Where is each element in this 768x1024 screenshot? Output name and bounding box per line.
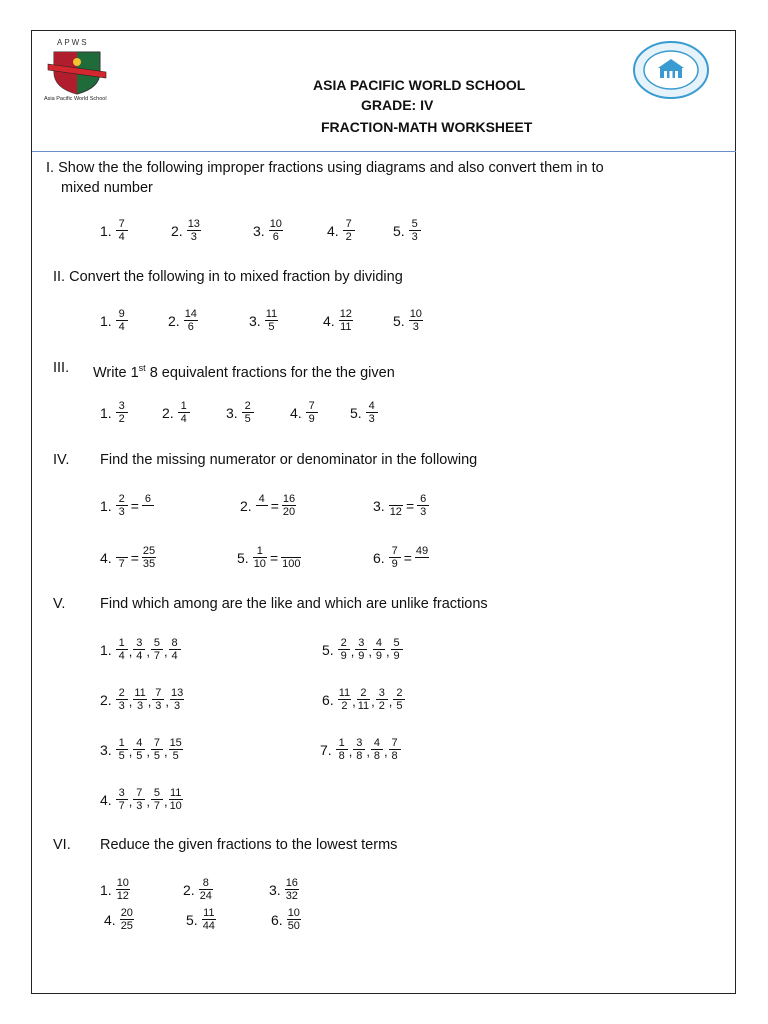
fraction <box>133 737 145 762</box>
numerator: 4 <box>375 637 382 649</box>
fraction <box>151 637 163 662</box>
section-3-roman: III. <box>53 360 70 376</box>
numerator: 7 <box>155 687 162 699</box>
section-5-roman: V. <box>53 596 66 612</box>
fraction <box>253 545 267 570</box>
fraction <box>120 907 134 932</box>
fraction <box>338 687 351 712</box>
denominator: 8 <box>391 750 398 762</box>
fraction <box>389 737 401 762</box>
missing-term-item <box>237 545 301 570</box>
numerator: 1 <box>180 400 187 412</box>
numerator: 7 <box>308 400 315 412</box>
item-number: 3. <box>373 497 385 514</box>
equivalent-fraction-item <box>226 400 254 425</box>
numerator: 7 <box>118 218 125 230</box>
numerator: 4 <box>368 400 375 412</box>
mixed-conversion-item <box>393 308 423 333</box>
fraction-group-item <box>100 737 183 762</box>
comma: , <box>368 644 372 659</box>
comma: , <box>385 644 390 659</box>
reduce-fraction-item <box>183 877 213 902</box>
denominator: 9 <box>340 650 347 662</box>
denominator: 24 <box>199 890 212 902</box>
school-name: ASIA PACIFIC WORLD SCHOOL <box>313 77 526 93</box>
reduce-fraction-item <box>269 877 299 902</box>
numerator: 49 <box>415 545 429 557</box>
mixed-conversion-item <box>323 308 353 333</box>
item-number: 3. <box>269 881 281 898</box>
comma: , <box>388 694 393 709</box>
fraction-group-item <box>100 637 181 662</box>
numerator: 1 <box>118 737 125 749</box>
board-seal <box>632 40 710 100</box>
fraction <box>355 637 367 662</box>
comma: , <box>350 644 355 659</box>
fraction <box>116 400 128 425</box>
fraction <box>116 737 128 762</box>
fraction-group-item <box>100 787 183 812</box>
fraction <box>409 308 423 333</box>
numerator: 5 <box>411 218 418 230</box>
numerator: 2 <box>396 687 403 699</box>
denominator: 5 <box>136 750 143 762</box>
fraction <box>415 545 429 570</box>
comma: , <box>163 744 168 759</box>
comma: , <box>352 694 356 709</box>
denominator: 3 <box>174 700 181 712</box>
item-number: 1. <box>100 222 112 239</box>
comma: , <box>128 744 133 759</box>
numerator: 11 <box>169 787 182 799</box>
fraction <box>373 637 385 662</box>
missing-term-item <box>100 493 154 518</box>
denominator: 4 <box>171 650 178 662</box>
denominator: 50 <box>287 920 300 932</box>
numerator <box>285 545 297 557</box>
denominator: 5 <box>153 750 160 762</box>
missing-term-item <box>373 545 429 570</box>
denominator: 6 <box>187 321 194 333</box>
denominator: 3 <box>368 413 375 425</box>
fraction <box>256 493 268 518</box>
item-number: 3. <box>249 312 261 329</box>
fraction <box>187 218 201 243</box>
item-number: 1. <box>100 641 112 658</box>
denominator: 4 <box>118 321 125 333</box>
fraction <box>133 637 145 662</box>
missing-term-item <box>240 493 296 518</box>
item-number: 5. <box>393 312 405 329</box>
numerator: 3 <box>118 400 125 412</box>
fraction <box>116 877 130 902</box>
item-number: 5. <box>186 911 198 928</box>
fraction <box>133 787 145 812</box>
denominator: 25 <box>120 920 133 932</box>
item-number: 4. <box>100 549 112 566</box>
item-number: 1. <box>100 497 112 514</box>
numerator <box>116 545 128 557</box>
comma: , <box>146 744 150 759</box>
numerator: 2 <box>118 493 125 505</box>
denominator: 12 <box>116 890 129 902</box>
denominator: 3 <box>411 231 418 243</box>
equals-sign: = <box>130 497 139 514</box>
fraction <box>389 545 401 570</box>
fraction <box>116 787 128 812</box>
numerator: 3 <box>358 637 365 649</box>
numerator: 7 <box>136 787 143 799</box>
fraction <box>269 218 283 243</box>
fraction <box>178 400 190 425</box>
numerator: 2 <box>360 687 367 699</box>
fraction <box>169 737 183 762</box>
denominator: 9 <box>308 413 315 425</box>
fraction <box>282 493 296 518</box>
fraction <box>343 218 355 243</box>
denominator <box>142 506 154 518</box>
item-number: 5. <box>393 222 405 239</box>
denominator: 9 <box>393 650 400 662</box>
fraction <box>417 493 429 518</box>
section-3-instruction: Write 1st 8 equivalent fractions for the the given <box>93 363 395 381</box>
denominator: 8 <box>356 750 363 762</box>
item-number: 3. <box>100 741 112 758</box>
item-number: 5. <box>237 549 249 566</box>
item-number: 4. <box>327 222 339 239</box>
section-4-instruction: Find the missing numerator or denominator in the following <box>100 452 478 468</box>
item-number: 4. <box>100 791 112 808</box>
worksheet-title: FRACTION-MATH WORKSHEET <box>321 119 533 135</box>
denominator: 2 <box>118 413 125 425</box>
item-number: 2. <box>240 497 252 514</box>
denominator: 9 <box>375 650 382 662</box>
item-number: 4. <box>323 312 335 329</box>
numerator: 20 <box>120 907 133 919</box>
equivalent-fraction-item <box>162 400 190 425</box>
fraction <box>409 218 421 243</box>
denominator: 4 <box>136 650 143 662</box>
improper-fraction-item <box>393 218 421 243</box>
fraction <box>242 400 254 425</box>
numerator: 16 <box>285 877 298 889</box>
improper-fraction-item <box>253 218 283 243</box>
denominator: 20 <box>282 506 296 518</box>
fraction <box>265 308 278 333</box>
denominator <box>256 506 268 518</box>
numerator: 7 <box>391 737 398 749</box>
reduce-fraction-item <box>271 907 301 932</box>
logo-caption: Asia Pacific World School <box>44 96 107 102</box>
improper-fraction-item <box>171 218 201 243</box>
denominator: 3 <box>118 700 125 712</box>
numerator: 10 <box>287 907 300 919</box>
equivalent-fraction-item <box>100 400 128 425</box>
item-number: 2. <box>100 691 112 708</box>
numerator: 3 <box>118 787 125 799</box>
numerator: 10 <box>116 877 129 889</box>
denominator: 4 <box>118 231 125 243</box>
equivalent-fraction-item <box>350 400 378 425</box>
numerator: 7 <box>345 218 352 230</box>
denominator: 6 <box>272 231 279 243</box>
numerator: 2 <box>244 400 251 412</box>
comma: , <box>163 794 168 809</box>
equals-sign: = <box>405 497 415 514</box>
denominator: 3 <box>136 700 144 712</box>
item-number: 1. <box>100 881 112 898</box>
item-number: 1. <box>100 404 112 421</box>
numerator: 5 <box>393 637 400 649</box>
denominator: 9 <box>391 558 398 570</box>
item-number: 7. <box>320 741 332 758</box>
fraction <box>151 787 163 812</box>
denominator: 3 <box>136 800 143 812</box>
denominator: 7 <box>118 558 125 570</box>
numerator: 1 <box>118 637 125 649</box>
denominator: 5 <box>268 321 275 333</box>
school-logo <box>38 38 118 110</box>
equivalent-fraction-item <box>290 400 318 425</box>
denominator: 5 <box>118 750 125 762</box>
numerator: 7 <box>391 545 398 557</box>
fraction <box>366 400 378 425</box>
numerator: 2 <box>118 687 125 699</box>
fraction <box>339 308 353 333</box>
comma: , <box>366 744 370 759</box>
item-number: 1. <box>100 312 112 329</box>
fraction <box>371 737 383 762</box>
comma: , <box>128 694 133 709</box>
reduce-fraction-item <box>100 877 130 902</box>
fraction <box>151 737 163 762</box>
fraction-group-item <box>320 737 401 762</box>
item-number: 4. <box>104 911 116 928</box>
denominator: 5 <box>172 750 179 762</box>
fraction-group-item <box>100 687 184 712</box>
reduce-fraction-item <box>186 907 216 932</box>
denominator: 44 <box>202 920 215 932</box>
denominator: 5 <box>396 700 403 712</box>
numerator: 3 <box>378 687 385 699</box>
section-4-roman: IV. <box>53 452 70 468</box>
fraction <box>199 877 213 902</box>
section-1-instruction-cont: mixed number <box>61 180 153 196</box>
numerator: 3 <box>356 737 363 749</box>
improper-fraction-item <box>327 218 355 243</box>
denominator: 10 <box>169 800 182 812</box>
fraction <box>116 308 128 333</box>
numerator: 12 <box>339 308 352 320</box>
denominator: 2 <box>345 231 352 243</box>
item-number: 2. <box>171 222 183 239</box>
numerator: 2 <box>340 637 347 649</box>
fraction <box>338 637 350 662</box>
numerator: 11 <box>203 907 215 919</box>
fraction <box>152 687 164 712</box>
fraction <box>184 308 198 333</box>
fraction <box>306 400 318 425</box>
numerator: 25 <box>142 545 156 557</box>
item-number: 6. <box>271 911 283 928</box>
item-number: 2. <box>183 881 195 898</box>
equals-sign: = <box>130 549 139 566</box>
equals-sign: = <box>270 497 279 514</box>
numerator: 16 <box>282 493 296 505</box>
numerator: 5 <box>153 787 160 799</box>
numerator <box>390 493 402 505</box>
item-number: 6. <box>373 549 385 566</box>
comma: , <box>146 644 150 659</box>
equals-sign: = <box>403 549 412 566</box>
denominator <box>416 558 428 570</box>
grade-title: GRADE: IV <box>361 97 434 113</box>
denominator: 11 <box>340 321 352 333</box>
numerator: 10 <box>409 308 422 320</box>
numerator: 7 <box>153 737 160 749</box>
comma: , <box>128 794 133 809</box>
numerator: 10 <box>269 218 282 230</box>
comma: , <box>128 644 133 659</box>
denominator: 3 <box>155 700 162 712</box>
fraction <box>169 637 181 662</box>
numerator: 5 <box>153 637 160 649</box>
numerator: 8 <box>202 877 209 889</box>
fraction <box>376 687 388 712</box>
section-1-instruction: I. Show the the following improper fractions using diagrams and also convert them in to <box>46 160 604 176</box>
fraction <box>393 687 405 712</box>
comma: , <box>165 694 169 709</box>
item-number: 5. <box>350 404 362 421</box>
logo-abbreviation: APWS <box>57 38 89 47</box>
denominator: 2 <box>378 700 385 712</box>
section-5-instruction: Find which among are the like and which are unlike fractions <box>100 596 488 612</box>
numerator: 4 <box>258 493 265 505</box>
denominator: 3 <box>118 506 125 518</box>
numerator: 8 <box>171 637 178 649</box>
fraction <box>170 687 184 712</box>
fraction <box>281 545 301 570</box>
comma: , <box>383 744 388 759</box>
fraction <box>116 687 128 712</box>
fraction <box>142 545 156 570</box>
item-number: 2. <box>168 312 180 329</box>
numerator: 11 <box>134 687 146 699</box>
numerator: 11 <box>338 687 351 699</box>
fraction <box>285 877 299 902</box>
denominator: 7 <box>153 800 160 812</box>
comma: , <box>163 644 168 659</box>
denominator: 5 <box>244 413 251 425</box>
numerator: 6 <box>420 493 427 505</box>
fraction <box>336 737 348 762</box>
numerator: 14 <box>184 308 197 320</box>
numerator: 3 <box>136 637 143 649</box>
missing-term-item <box>100 545 156 570</box>
denominator: 8 <box>373 750 380 762</box>
item-number: 5. <box>322 641 334 658</box>
denominator: 32 <box>285 890 298 902</box>
mixed-conversion-item <box>100 308 128 333</box>
denominator: 12 <box>389 506 402 518</box>
fraction <box>142 493 154 518</box>
numerator: 9 <box>118 308 125 320</box>
mixed-conversion-item <box>168 308 198 333</box>
numerator: 11 <box>265 308 278 320</box>
denominator: 35 <box>142 558 156 570</box>
fraction <box>133 687 146 712</box>
shield-icon <box>46 50 108 96</box>
fraction <box>353 737 365 762</box>
seal-icon <box>632 40 710 100</box>
comma: , <box>147 694 152 709</box>
section-6-instruction: Reduce the given fractions to the lowest terms <box>100 837 398 853</box>
fraction <box>357 687 370 712</box>
item-number: 4. <box>290 404 302 421</box>
item-number: 3. <box>226 404 238 421</box>
fraction-group-item <box>322 637 403 662</box>
denominator: 7 <box>118 800 125 812</box>
fraction <box>116 637 128 662</box>
fraction <box>116 493 128 518</box>
numerator: 1 <box>256 545 263 557</box>
numerator: 6 <box>144 493 151 505</box>
fraction-group-item <box>322 687 405 712</box>
section-2-instruction: II. Convert the following in to mixed fraction by dividing <box>53 269 403 285</box>
denominator: 4 <box>180 413 187 425</box>
denominator: 10 <box>253 558 266 570</box>
denominator: 3 <box>190 231 197 243</box>
reduce-fraction-item <box>104 907 134 932</box>
denominator: 2 <box>341 700 348 712</box>
comma: , <box>348 744 353 759</box>
fraction <box>202 907 216 932</box>
fraction <box>169 787 183 812</box>
numerator: 4 <box>136 737 143 749</box>
improper-fraction-item <box>100 218 128 243</box>
denominator: 9 <box>358 650 365 662</box>
section-6-roman: VI. <box>53 837 71 853</box>
fraction <box>391 637 403 662</box>
numerator: 13 <box>187 218 200 230</box>
denominator: 8 <box>338 750 345 762</box>
denominator: 4 <box>118 650 125 662</box>
denominator: 7 <box>153 650 160 662</box>
comma: , <box>371 694 375 709</box>
numerator: 1 <box>338 737 345 749</box>
denominator: 3 <box>420 506 427 518</box>
mixed-conversion-item <box>249 308 278 333</box>
denominator: 100 <box>282 558 301 570</box>
missing-term-item <box>373 493 429 518</box>
numerator: 4 <box>373 737 380 749</box>
denominator: 11 <box>357 700 370 712</box>
fraction <box>287 907 301 932</box>
fraction <box>116 545 128 570</box>
comma: , <box>146 794 150 809</box>
fraction <box>389 493 403 518</box>
denominator: 3 <box>412 321 419 333</box>
item-number: 3. <box>253 222 265 239</box>
item-number: 6. <box>322 691 334 708</box>
item-number: 2. <box>162 404 174 421</box>
equals-sign: = <box>269 549 279 566</box>
fraction <box>116 218 128 243</box>
numerator: 13 <box>170 687 184 699</box>
header-divider <box>32 151 736 152</box>
numerator: 15 <box>169 737 182 749</box>
